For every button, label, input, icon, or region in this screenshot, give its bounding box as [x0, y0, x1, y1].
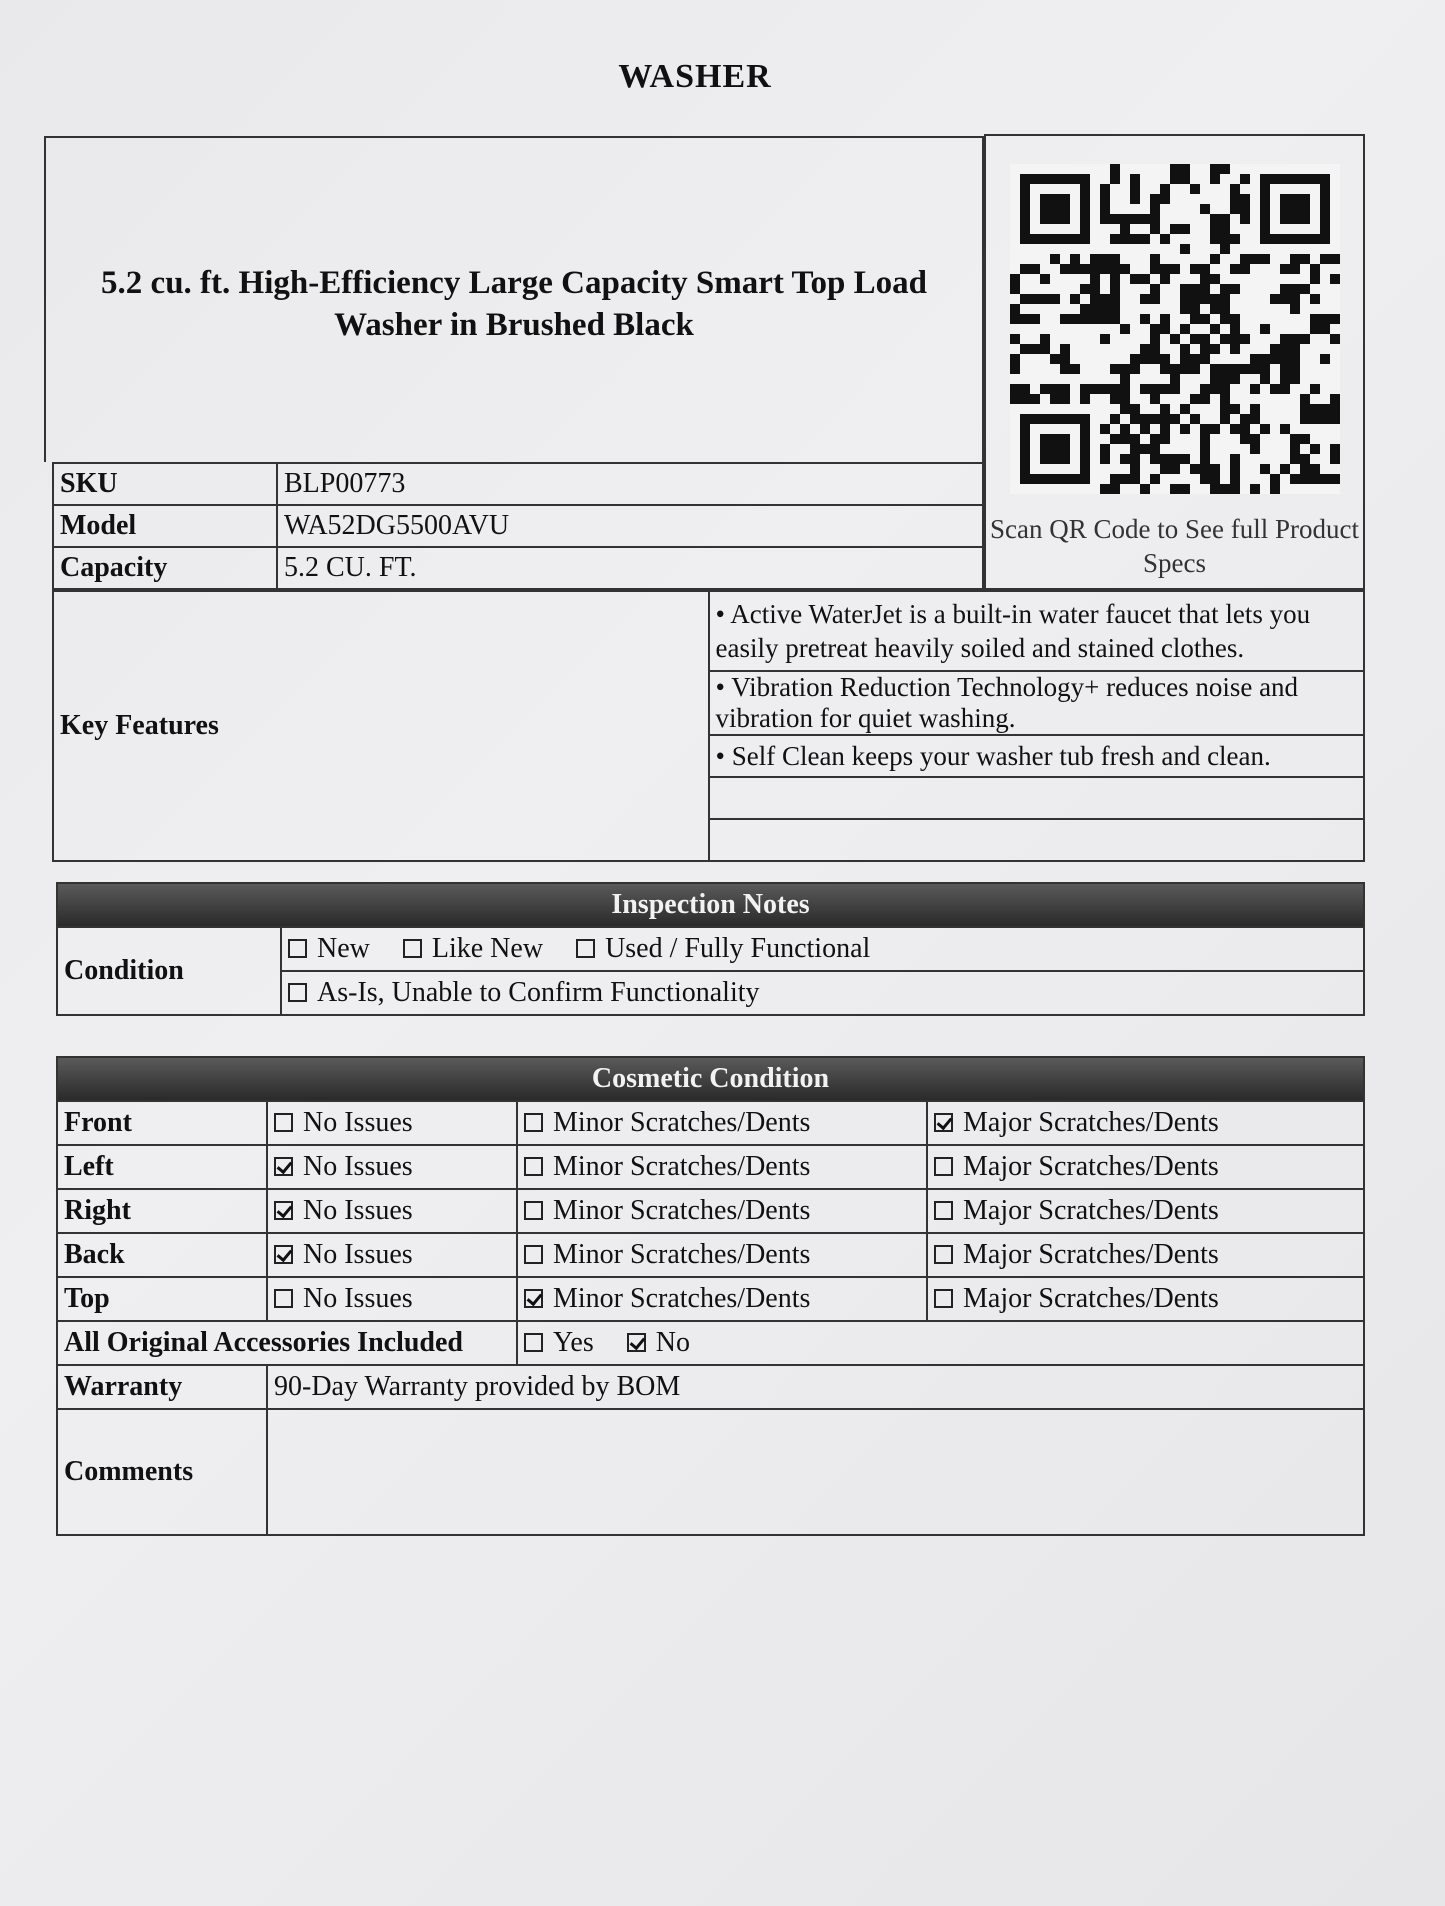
condition-label: Condition — [57, 927, 281, 1015]
cosmetic-option-none[interactable] — [267, 1145, 517, 1189]
option-label: Minor Scratches/Dents — [553, 1195, 811, 1226]
key-features-table — [52, 590, 1365, 862]
option-label: Major Scratches/Dents — [963, 1107, 1219, 1138]
cosmetic-condition-header: Cosmetic Condition — [57, 1057, 1364, 1101]
spec-row-capacity — [53, 547, 983, 589]
capacity-value: 5.2 CU. FT. — [277, 547, 983, 589]
option-label: No Issues — [303, 1107, 413, 1138]
capacity-label: Capacity — [53, 547, 277, 589]
checkbox-icon[interactable] — [274, 1245, 293, 1264]
option-label: Like New — [431, 933, 544, 964]
checkbox-icon[interactable] — [403, 939, 422, 958]
checkbox-icon[interactable] — [274, 1157, 293, 1176]
cosmetic-option-minor[interactable] — [517, 1101, 927, 1145]
option-label: Used / Fully Functional — [605, 933, 871, 964]
qr-code-icon[interactable] — [1010, 164, 1340, 494]
feature-text: Self Clean keeps your washer tub fresh and clean. — [731, 740, 1271, 771]
option-label: Minor Scratches/Dents — [553, 1151, 811, 1182]
cosmetic-option-minor[interactable] — [517, 1277, 927, 1321]
warranty-row — [57, 1365, 1364, 1409]
accessories-label: All Original Accessories Included — [57, 1321, 517, 1365]
cosmetic-option-none[interactable] — [267, 1101, 517, 1145]
checkbox-icon[interactable] — [934, 1201, 953, 1220]
cosmetic-option-major[interactable] — [927, 1233, 1364, 1277]
model-value: WA52DG5500AVU — [277, 505, 983, 547]
accessories-yes[interactable] — [524, 1327, 594, 1358]
feature-item: • Vibration Reduction Technology+ reduces noise and vibration for quiet washing. — [709, 671, 1365, 735]
option-label: No Issues — [303, 1195, 413, 1226]
option-label: No Issues — [303, 1151, 413, 1182]
cosmetic-option-major[interactable] — [927, 1101, 1364, 1145]
cosmetic-condition-table — [56, 1056, 1365, 1536]
product-header — [44, 136, 984, 462]
checkbox-icon[interactable] — [934, 1157, 953, 1176]
condition-option-new[interactable] — [288, 933, 370, 964]
checkbox-icon[interactable] — [288, 983, 307, 1002]
cosmetic-row-label: Right — [57, 1189, 267, 1233]
checkbox-icon[interactable] — [524, 1245, 543, 1264]
condition-options-row — [281, 927, 1364, 971]
option-label: No — [655, 1327, 690, 1358]
option-label: Major Scratches/Dents — [963, 1195, 1219, 1226]
checkbox-icon[interactable] — [524, 1201, 543, 1220]
condition-option-as-is[interactable] — [288, 977, 760, 1008]
feature-text: Active WaterJet is a built-in water faucet that lets you easily pretreat heavily soiled and stained clothes. — [715, 599, 1311, 663]
qr-caption: Scan QR Code to See full Product Specs — [990, 514, 1359, 578]
cosmetic-row-front — [57, 1101, 1364, 1145]
feature-item: • Active WaterJet is a built-in water faucet that lets you easily pretreat heavily soiled and stained clothes. — [709, 591, 1365, 671]
condition-option-used[interactable] — [576, 933, 870, 964]
checkbox-icon[interactable] — [524, 1289, 543, 1308]
accessories-no[interactable] — [627, 1327, 690, 1358]
cosmetic-row-top — [57, 1277, 1364, 1321]
option-label: Major Scratches/Dents — [963, 1283, 1219, 1314]
cosmetic-option-minor[interactable] — [517, 1145, 927, 1189]
sku-label: SKU — [53, 463, 277, 505]
cosmetic-row-back — [57, 1233, 1364, 1277]
cosmetic-row-left — [57, 1145, 1364, 1189]
qr-panel — [984, 134, 1365, 590]
model-label: Model — [53, 505, 277, 547]
option-label: No Issues — [303, 1283, 413, 1314]
document-title: WASHER — [618, 58, 772, 95]
accessories-options — [517, 1321, 1364, 1365]
cosmetic-row-label: Back — [57, 1233, 267, 1277]
option-label: No Issues — [303, 1239, 413, 1270]
accessories-row — [57, 1321, 1364, 1365]
cosmetic-row-right — [57, 1189, 1364, 1233]
checkbox-icon[interactable] — [934, 1245, 953, 1264]
condition-option-like-new[interactable] — [403, 933, 543, 964]
checkbox-icon[interactable] — [288, 939, 307, 958]
feature-item-empty — [709, 777, 1365, 819]
cosmetic-row-label: Top — [57, 1277, 267, 1321]
option-label: New — [317, 933, 370, 964]
sku-value: BLP00773 — [277, 463, 983, 505]
cosmetic-option-none[interactable] — [267, 1189, 517, 1233]
spec-row-sku — [53, 463, 983, 505]
inspection-notes-table — [56, 882, 1365, 1016]
inspection-notes-header: Inspection Notes — [57, 883, 1364, 927]
option-label: Yes — [553, 1327, 594, 1358]
checkbox-icon[interactable] — [576, 939, 595, 958]
feature-text: Vibration Reduction Technology+ reduces noise and vibration for quiet washing. — [715, 672, 1299, 733]
spec-row-model — [53, 505, 983, 547]
key-features-label: Key Features — [53, 591, 709, 861]
cosmetic-option-major[interactable] — [927, 1189, 1364, 1233]
option-label: Major Scratches/Dents — [963, 1239, 1219, 1270]
cosmetic-option-major[interactable] — [927, 1145, 1364, 1189]
option-label: Minor Scratches/Dents — [553, 1239, 811, 1270]
cosmetic-option-minor[interactable] — [517, 1233, 927, 1277]
comments-row — [57, 1409, 1364, 1535]
comments-label: Comments — [57, 1409, 267, 1535]
checkbox-icon[interactable] — [274, 1113, 293, 1132]
option-label: Minor Scratches/Dents — [553, 1283, 811, 1314]
cosmetic-option-major[interactable] — [927, 1277, 1364, 1321]
product-title: 5.2 cu. ft. High-Efficiency Large Capacity Smart Top Load Washer in Brushed Black — [101, 265, 927, 343]
option-label: Major Scratches/Dents — [963, 1151, 1219, 1182]
checkbox-icon[interactable] — [934, 1289, 953, 1308]
checkbox-icon[interactable] — [274, 1201, 293, 1220]
warranty-value: 90-Day Warranty provided by BOM — [267, 1365, 1364, 1409]
feature-item: • Self Clean keeps your washer tub fresh and clean. — [709, 735, 1365, 777]
cosmetic-option-minor[interactable] — [517, 1189, 927, 1233]
cosmetic-option-none[interactable] — [267, 1277, 517, 1321]
cosmetic-row-label: Front — [57, 1101, 267, 1145]
feature-item-empty — [709, 819, 1365, 861]
checkbox-icon[interactable] — [934, 1113, 953, 1132]
checkbox-icon[interactable] — [524, 1113, 543, 1132]
option-label: As-Is, Unable to Confirm Functionality — [317, 977, 760, 1008]
checkbox-icon[interactable] — [524, 1333, 543, 1352]
warranty-label: Warranty — [57, 1365, 267, 1409]
spec-table — [52, 462, 984, 590]
condition-options-row — [281, 971, 1364, 1015]
cosmetic-option-none[interactable] — [267, 1233, 517, 1277]
option-label: Minor Scratches/Dents — [553, 1107, 811, 1138]
checkbox-icon[interactable] — [627, 1333, 646, 1352]
checkbox-icon[interactable] — [524, 1157, 543, 1176]
cosmetic-row-label: Left — [57, 1145, 267, 1189]
comments-field[interactable] — [267, 1409, 1364, 1535]
checkbox-icon[interactable] — [274, 1289, 293, 1308]
